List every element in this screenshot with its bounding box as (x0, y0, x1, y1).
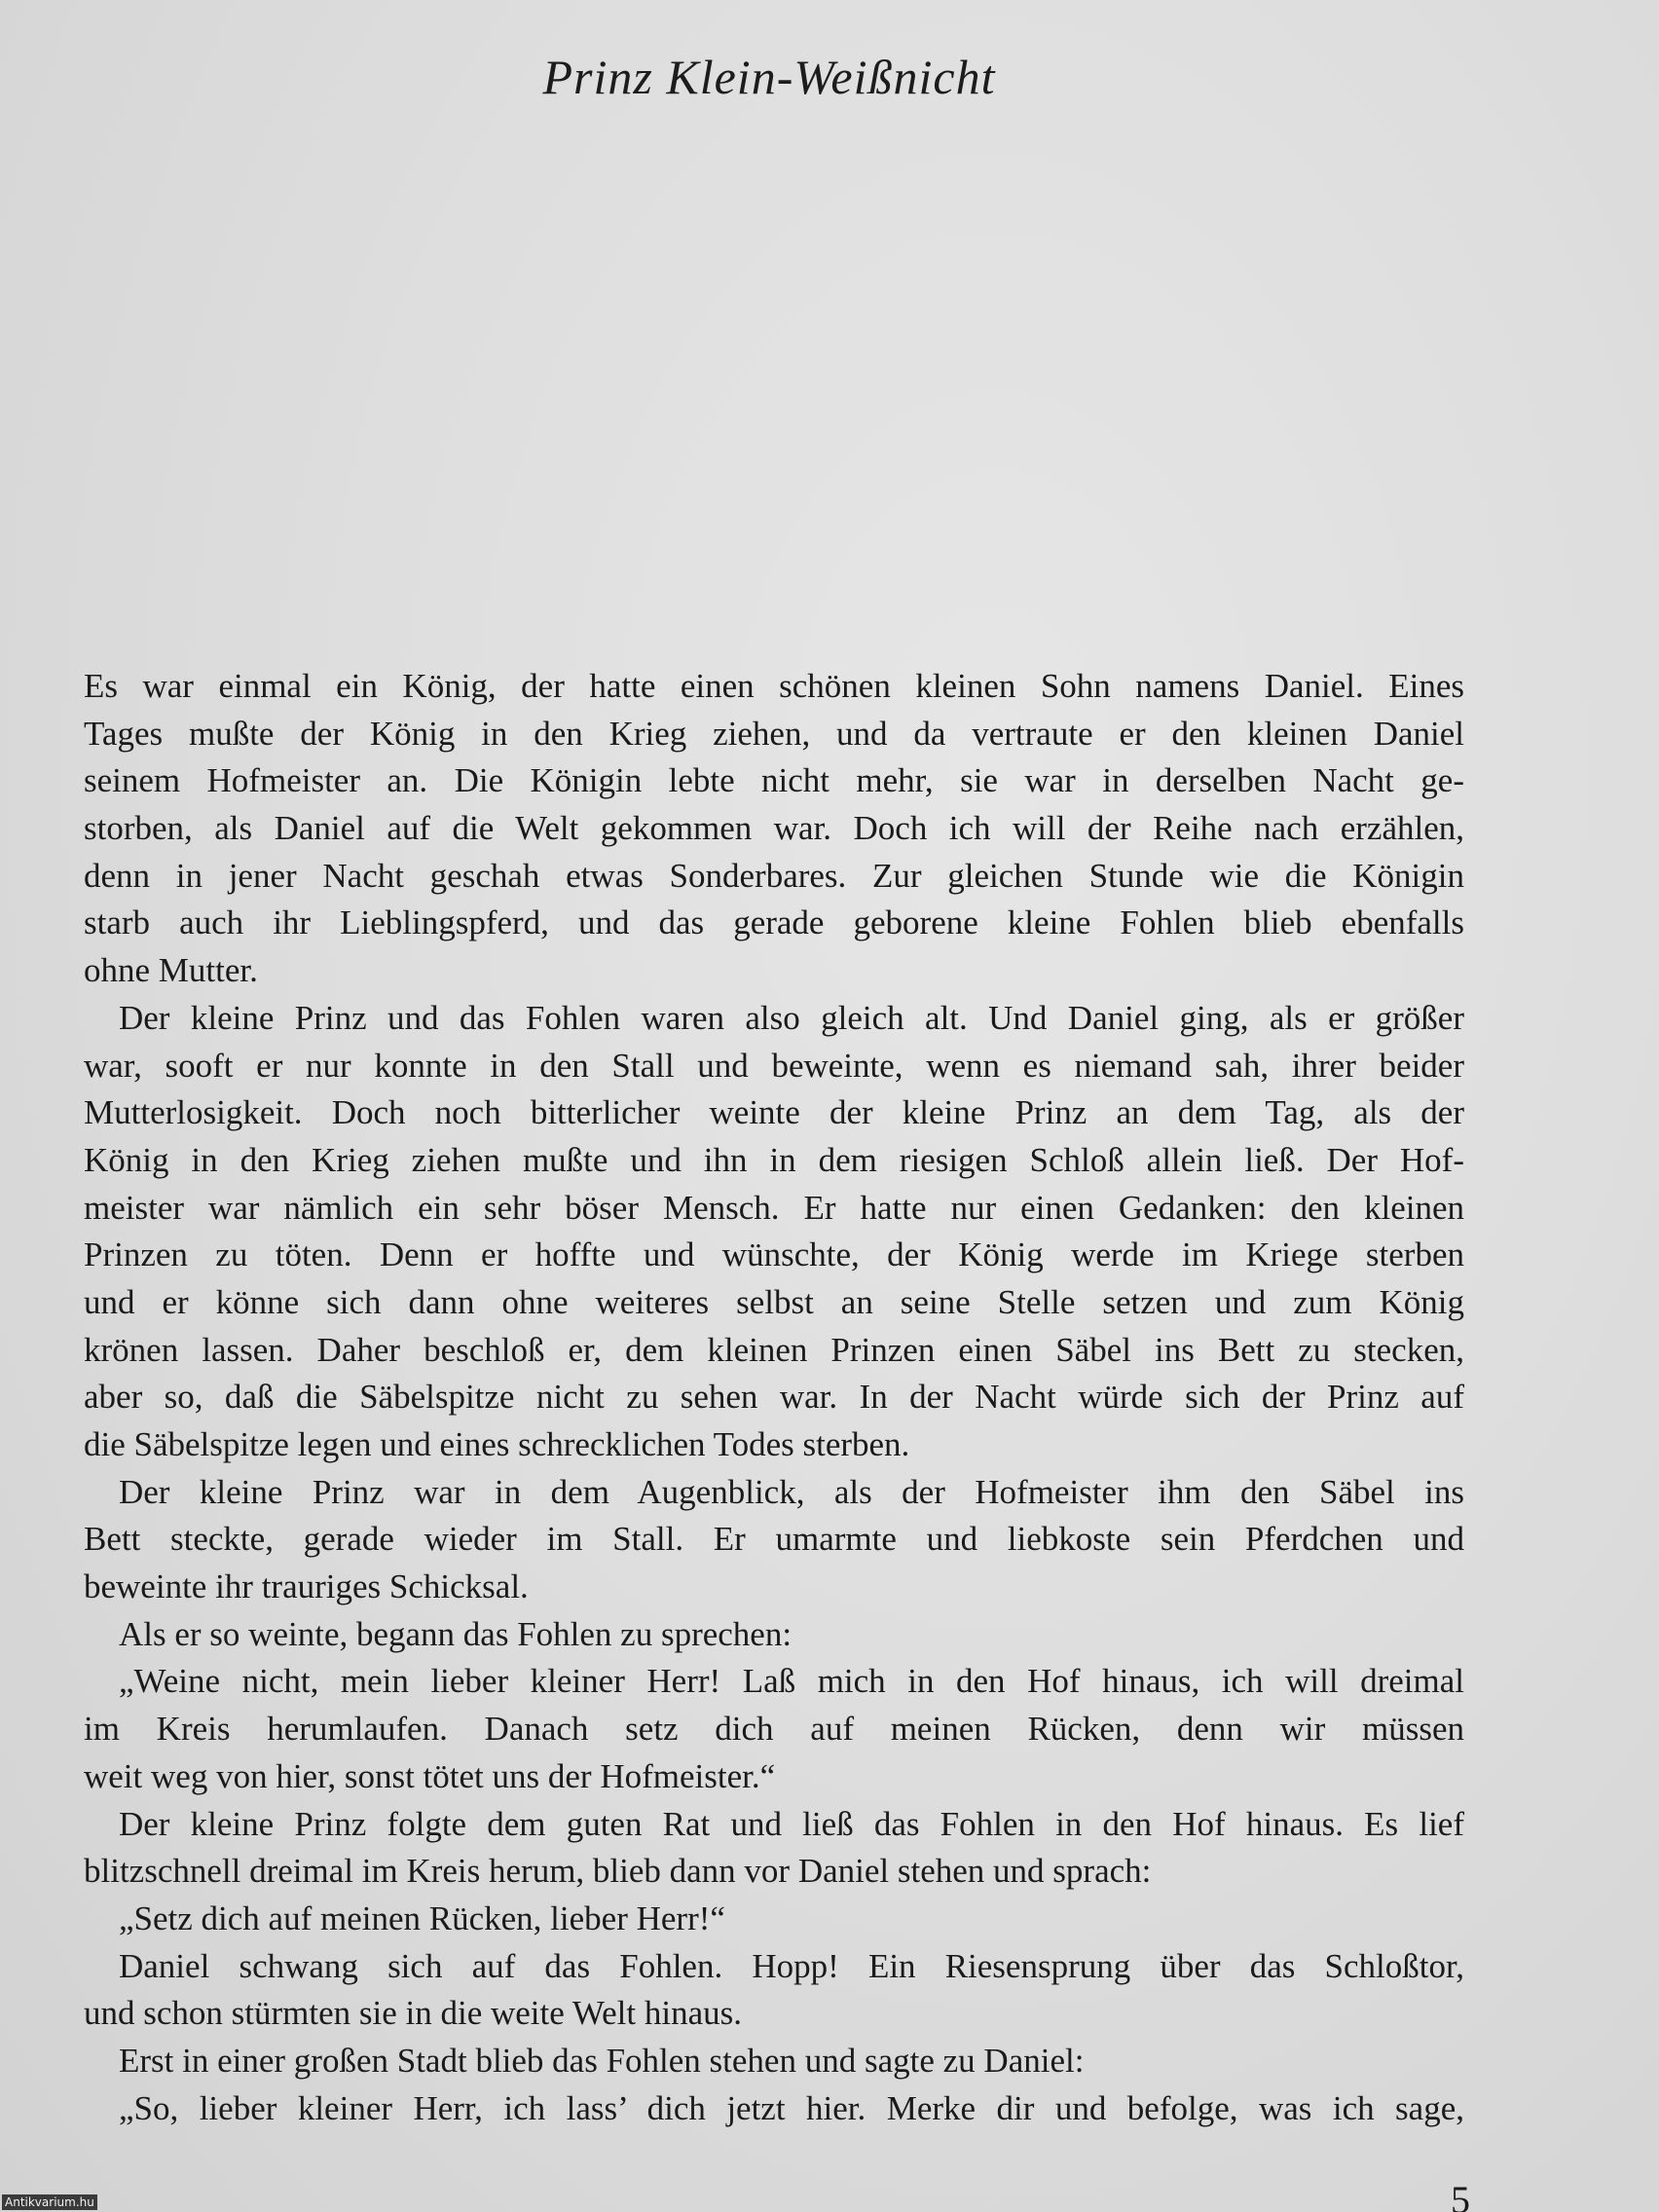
story-text (84, 663, 1464, 2132)
watermark-logo: Antikvarium.hu (2, 2194, 97, 2210)
text-line: Daniel schwang sich auf das Fohlen. Hopp! Ein Riesensprung über das Schloßtor, (119, 1946, 1464, 1985)
text-line: Der kleine Prinz war in dem Augenblick, als der Hofmeister ihm den Säbel ins (119, 1472, 1464, 1511)
text-line: „Weine nicht, mein lieber kleiner Herr! Laß mich in den Hof hinaus, ich will dreimal (119, 1662, 1464, 1701)
text-line: „Setz dich auf meinen Rücken, lieber Herr!“ (119, 1899, 725, 1937)
text-line: Mutterlosigkeit. Doch noch bitterlicher weinte der kleine Prinz an dem Tag, als der (84, 1093, 1464, 1132)
text-line: Der kleine Prinz folgte dem guten Rat und ließ das Fohlen in den Hof hinaus. Es lief (119, 1804, 1464, 1843)
text-line: Bett steckte, gerade wieder im Stall. Er umarmte und liebkoste sein Pferdchen und (84, 1520, 1464, 1559)
text-line: „So, lieber kleiner Herr, ich lass’ dich jetzt hier. Merke dir und befolge, was ich sage, (119, 2088, 1464, 2127)
text-line: krönen lassen. Daher beschloß er, dem kleinen Prinzen einen Säbel ins Bett zu stecken, (84, 1330, 1464, 1369)
text-line: war, sooft er nur konnte in den Stall und beweinte, wenn es niemand sah, ihrer beider (84, 1046, 1464, 1085)
text-line: weit weg von hier, sonst tötet uns der Hofmeister.“ (84, 1756, 776, 1795)
text-line: die Säbelspitze legen und eines schrecklichen Todes sterben. (84, 1425, 910, 1463)
text-line: und schon stürmten sie in die weite Welt hinaus. (84, 1994, 743, 2033)
text-line: blitzschnell dreimal im Kreis herum, blieb dann vor Daniel stehen und sprach: (84, 1852, 1152, 1891)
text-line: beweinte ihr trauriges Schicksal. (84, 1567, 529, 1606)
text-line: meister war nämlich ein sehr böser Mensch. Er hatte nur einen Gedanken: den kleinen (84, 1188, 1464, 1227)
text-line: Als er so weinte, begann das Fohlen zu sprechen: (119, 1614, 793, 1653)
text-line: Es war einmal ein König, der hatte einen schönen kleinen Sohn namens Daniel. Eines (84, 667, 1464, 705)
page-title: Prinz Klein-Weißnicht (542, 50, 996, 104)
text-line: im Kreis herumlaufen. Danach setz dich auf meinen Rücken, denn wir müssen (84, 1710, 1464, 1749)
page-number: 5 (1451, 2178, 1470, 2212)
text-line: Erst in einer großen Stadt blieb das Fohlen stehen und sagte zu Daniel: (119, 2041, 1085, 2080)
text-line: ohne Mutter. (84, 951, 258, 990)
text-line: Prinzen zu töten. Denn er hoffte und wünschte, der König werde im Kriege sterben (84, 1235, 1464, 1274)
text-line: König in den Krieg ziehen mußte und ihn in dem riesigen Schloß allein ließ. Der Hof- (84, 1140, 1464, 1179)
text-line: Der kleine Prinz und das Fohlen waren also gleich alt. Und Daniel ging, als er größer (119, 998, 1464, 1037)
text-line: Tages mußte der König in den Krieg ziehen, und da vertraute er den kleinen Daniel (84, 714, 1464, 753)
text-line: seinem Hofmeister an. Die Königin lebte nicht mehr, sie war in derselben Nacht ge- (84, 761, 1464, 800)
text-line: storben, als Daniel auf die Welt gekommen war. Doch ich will der Reihe nach erzählen, (84, 809, 1464, 848)
text-line: aber so, daß die Säbelspitze nicht zu sehen war. In der Nacht würde sich der Prinz auf (84, 1378, 1464, 1417)
text-line: denn in jener Nacht geschah etwas Sonderbares. Zur gleichen Stunde wie die Königin (84, 856, 1464, 895)
text-line: starb auch ihr Lieblingspferd, und das gerade geborene kleine Fohlen blieb ebenfalls (84, 903, 1464, 942)
text-line: und er könne sich dann ohne weiteres selbst an seine Stelle setzen und zum König (84, 1282, 1464, 1321)
